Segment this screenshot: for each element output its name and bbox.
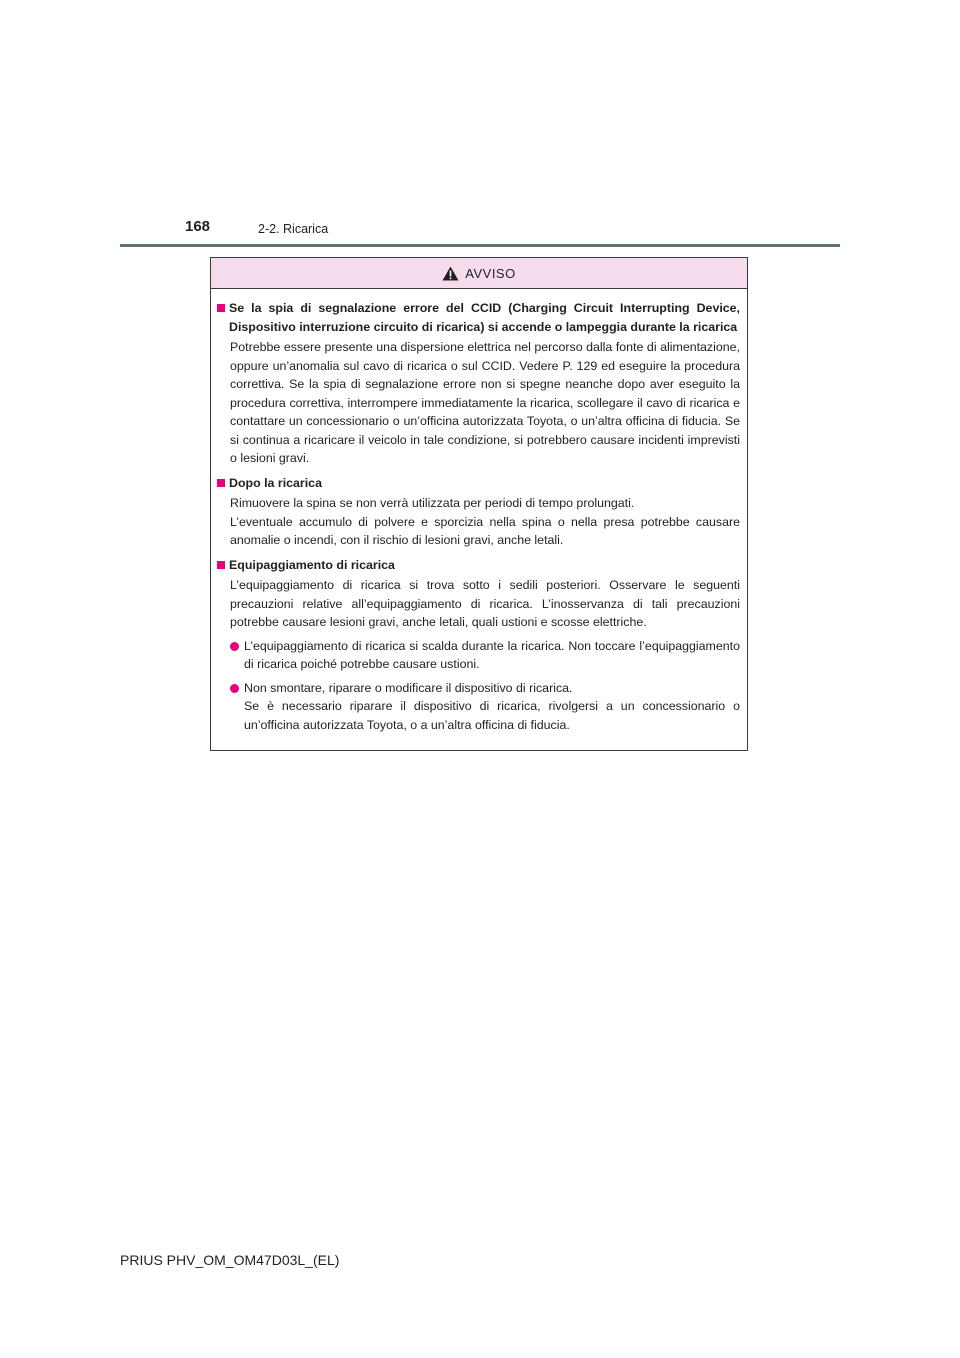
- circle-bullet-icon: [230, 684, 239, 693]
- bullet-line: Se è necessario riparare il dispositivo di ricarica, rivolgersi a un concessionario o un’officina autorizzata Toyota, o a un’altra officina di fiducia.: [244, 699, 740, 732]
- item-heading: Se la spia di segnalazione errore del CCID (Charging Circuit Interrupting Device, Dispositivo interruzione circuito di ricarica) si accende o lampeggia durante la ricarica: [217, 299, 740, 336]
- item-text: [217, 576, 740, 632]
- bullet-item: L’equipaggiamento di ricarica si scalda durante la ricarica. Non toccare l’equipaggiamento di ricarica poiché potrebbe causare ustioni.: [217, 637, 740, 674]
- paragraph: L’eventuale accumulo di polvere e sporcizia nella spina o nella presa potrebbe causare anomalie o incendi, con il rischio di lesioni gravi, anche letali.: [230, 514, 740, 547]
- circle-bullet-icon: [230, 642, 239, 651]
- paragraph: L’equipaggiamento di ricarica si trova sotto i sedili posteriori. Osservare le seguenti precauzioni relative all’equipaggiamento di ricarica. L’inosservanza di tali precauzioni potrebbe causare lesioni gravi, anche letali, quali ustioni e scosse elettriche.: [230, 578, 740, 629]
- bullet-item: [217, 679, 740, 735]
- warning-box: [210, 257, 748, 751]
- warning-triangle-icon: [442, 266, 459, 281]
- square-bullet-icon: [217, 304, 225, 312]
- warning-header: [211, 258, 747, 289]
- warning-title: AVVISO: [465, 265, 516, 281]
- section-title: 2-2. Ricarica: [258, 222, 329, 236]
- square-bullet-icon: [217, 479, 225, 487]
- paragraph: Rimuovere la spina se non verrà utilizzata per periodi di tempo prolungati.: [230, 496, 635, 510]
- item-heading: Equipaggiamento di ricarica: [217, 556, 740, 575]
- warning-item-ccid: [217, 299, 740, 468]
- header-rule: [120, 244, 840, 247]
- page-number: 168: [185, 218, 211, 235]
- warning-item-charging-equipment: [217, 556, 740, 735]
- item-heading: Dopo la ricarica: [217, 474, 740, 493]
- item-text: [217, 338, 740, 468]
- warning-body: [211, 289, 747, 734]
- item-text: [217, 494, 740, 550]
- bullet-line: Non smontare, riparare o modificare il dispositivo di ricarica.: [244, 680, 573, 695]
- warning-item-after-charging: [217, 474, 740, 550]
- footer-document-code: PRIUS PHV_OM_OM47D03L_(EL): [120, 1252, 340, 1268]
- paragraph: Potrebbe essere presente una dispersione elettrica nel percorso dalla fonte di alimentazione, oppure un’anomalia sul cavo di ricarica o sul CCID. Vedere P. 129 ed eseguire la procedura correttiva. Se la spia di segnalazione errore non si spegne neanche dopo aver eseguito la procedura correttiva, interrompere immediatamente la ricarica, scollegare il cavo di ricarica e contattare un concessionario o un’officina autorizzata Toyota, o un’altra officina di fiducia. Se si continua a ricaricare il veicolo in tale condizione, si potrebbero causare incidenti imprevisti o lesioni gravi.: [230, 340, 740, 465]
- square-bullet-icon: [217, 561, 225, 569]
